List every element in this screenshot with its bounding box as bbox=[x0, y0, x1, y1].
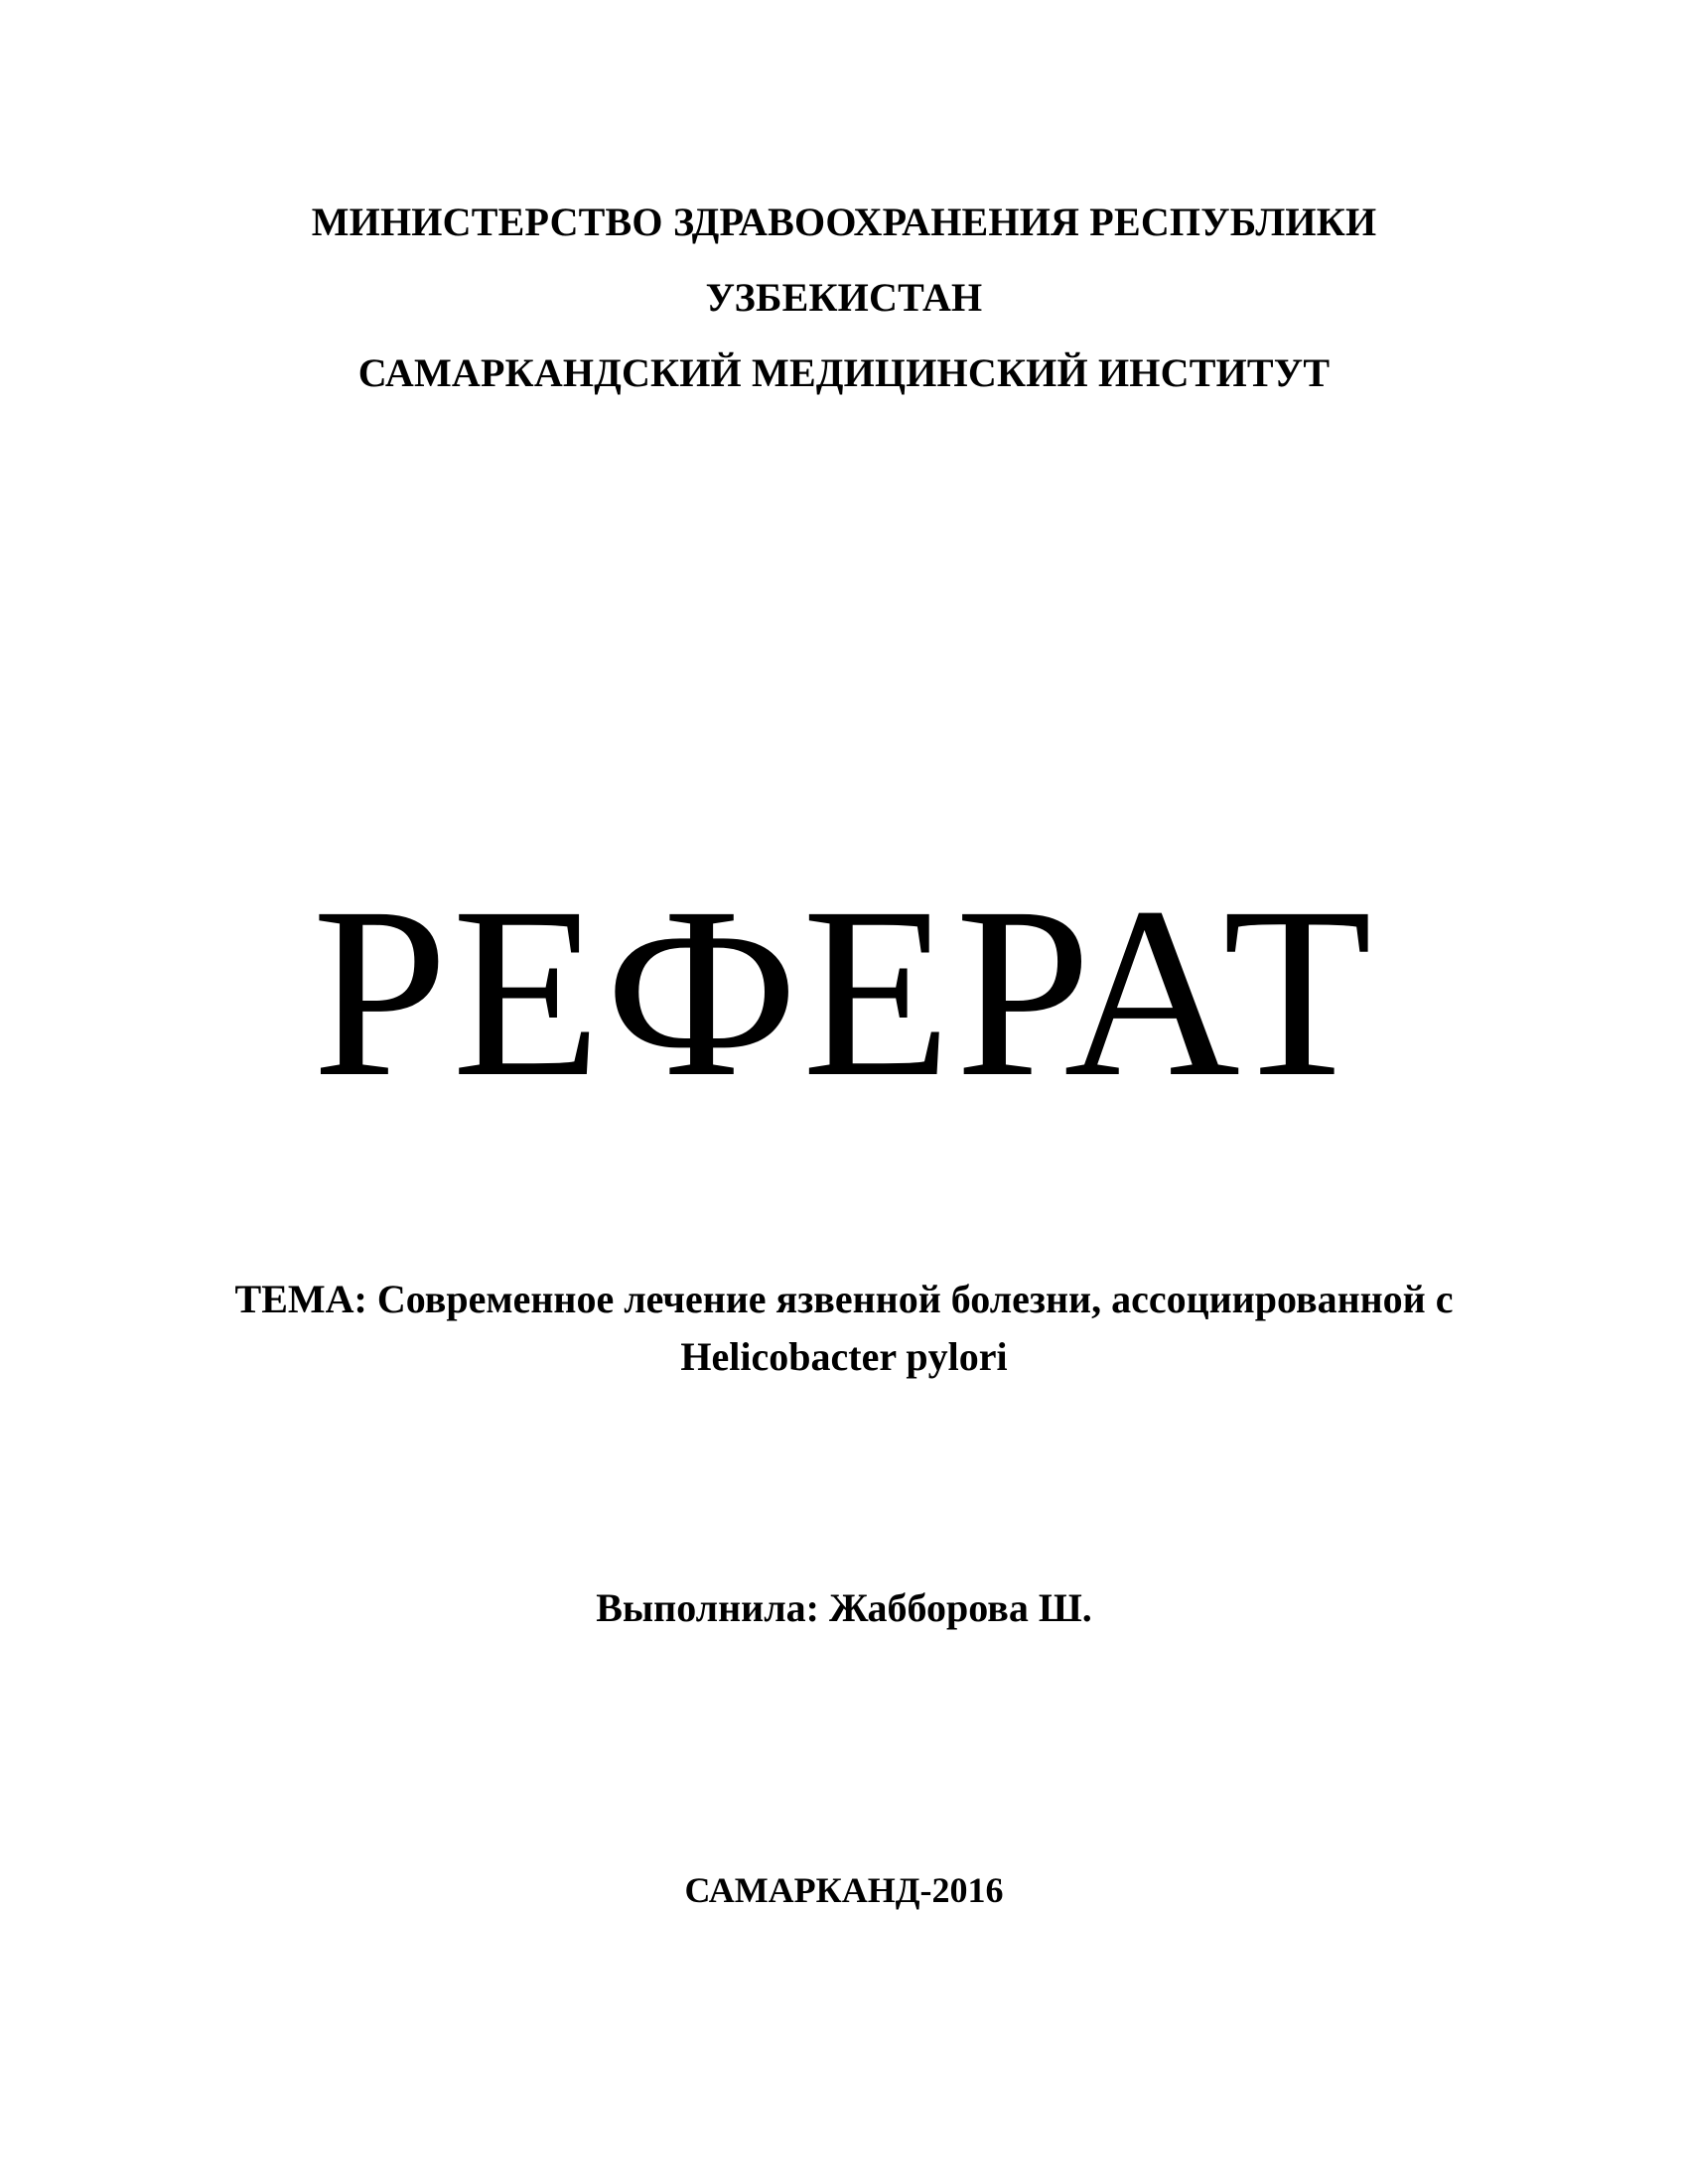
document-title: РЕФЕРАТ bbox=[312, 858, 1376, 1128]
ministry-line: МИНИСТЕРСТВО ЗДРАВООХРАНЕНИЯ РЕСПУБЛИКИ bbox=[311, 200, 1377, 244]
topic-line-1: ТЕМА: Современное лечение язвенной болезни, ассоциированной с bbox=[234, 1277, 1454, 1321]
author-line: Выполнила: Жабборова Ш. bbox=[596, 1585, 1092, 1630]
institute-line: САМАРКАНДСКИЙ МЕДИЦИНСКИЙ ИНСТИТУТ bbox=[357, 350, 1331, 395]
place-year-line: САМАРКАНД-2016 bbox=[684, 1870, 1004, 1910]
country-line: УЗБЕКИСТАН bbox=[705, 275, 983, 320]
topic-block bbox=[119, 1271, 1569, 1386]
topic-line-2: Helicobacter pylori bbox=[680, 1334, 1008, 1379]
institution-header bbox=[0, 185, 1688, 411]
